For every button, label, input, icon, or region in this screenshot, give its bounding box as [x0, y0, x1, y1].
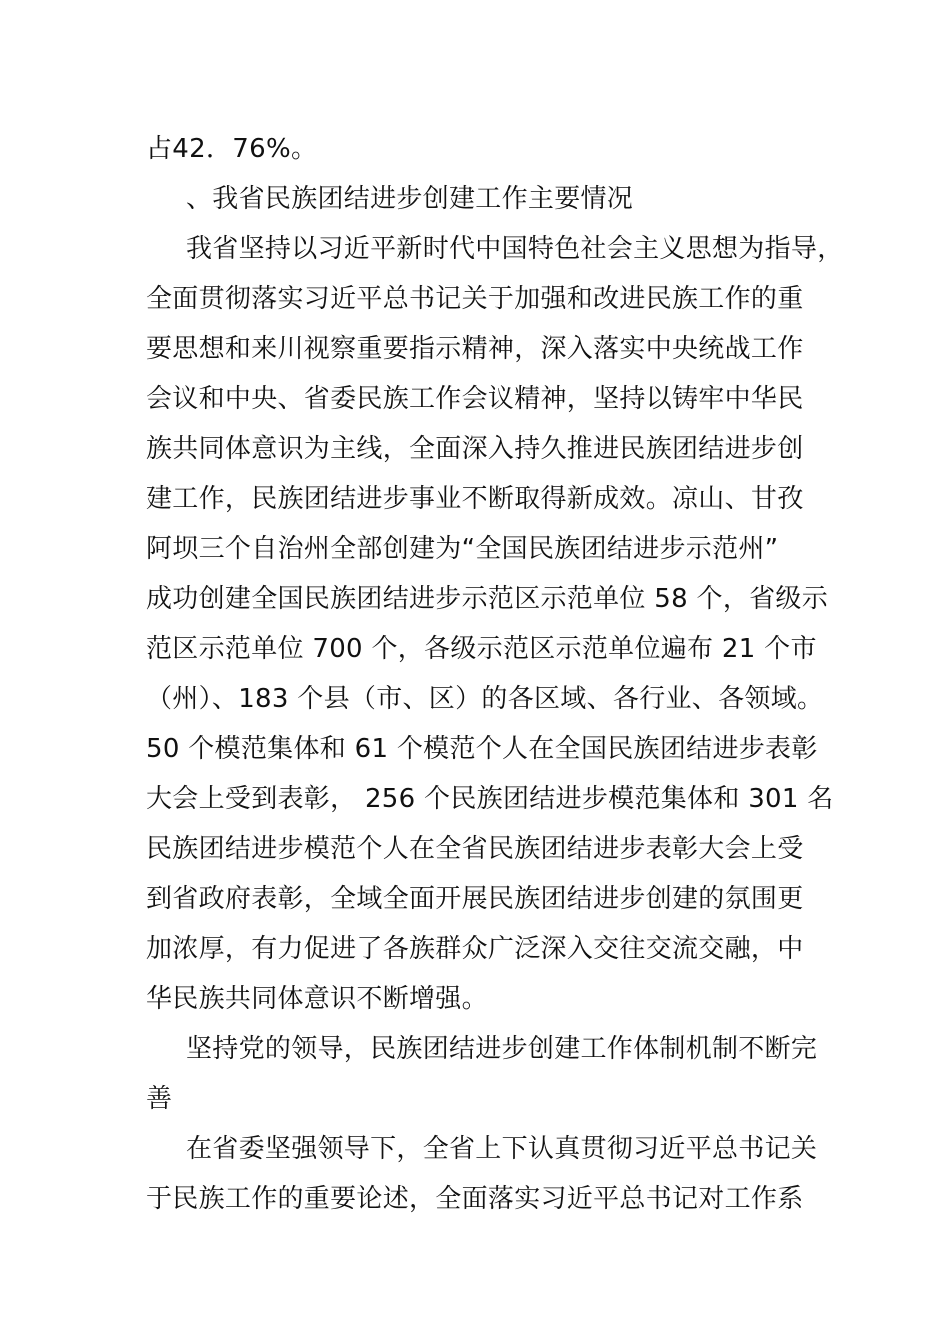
subheading-line-1: 坚持党的领导，民族团结进步创建工作体制机制不断完: [186, 1034, 818, 1064]
text-line-18: 华民族共同体意识不断增强。: [146, 984, 488, 1014]
text-line-11: 范区示范单位 700 个，各级示范区示范单位遍布 21 个市: [146, 634, 817, 664]
text-line-5: 要思想和来川视察重要指示精神，深入落实中央统战工作: [146, 334, 804, 364]
text-line-1: 占42．76%。: [146, 134, 318, 164]
text-line-16: 到省政府表彰，全域全面开展民族团结进步创建的氛围更: [146, 884, 804, 914]
text-line-12: （州）、183 个县（市、区）的各区域、各行业、各领域。: [146, 684, 824, 714]
text-line-13: 50 个模范集体和 61 个模范个人在全国民族团结进步表彰: [146, 734, 818, 764]
text-line-7: 族共同体意识为主线，全面深入持久推进民族团结进步创: [146, 434, 804, 464]
text-line-6: 会议和中央、省委民族工作会议精神，坚持以铸牢中华民: [146, 384, 804, 414]
section-heading: 、我省民族团结进步创建工作主要情况: [186, 184, 634, 214]
text-line-3: 我省坚持以习近平新时代中国特色社会主义思想为指导，: [186, 234, 844, 264]
subheading-line-2: 善: [146, 1084, 173, 1114]
text-line-21: 在省委坚强领导下，全省上下认真贯彻习近平总书记关: [186, 1134, 818, 1164]
text-line-22: 于民族工作的重要论述，全面落实习近平总书记对工作系: [146, 1184, 804, 1214]
text-line-4: 全面贯彻落实习近平总书记关于加强和改进民族工作的重: [146, 284, 804, 314]
text-line-8: 建工作，民族团结进步事业不断取得新成效。凉山、甘孜: [146, 484, 804, 514]
text-line-15: 民族团结进步模范个人在全省民族团结进步表彰大会上受: [146, 834, 804, 864]
text-line-17: 加浓厚，有力促进了各族群众广泛深入交往交流交融，中: [146, 934, 804, 964]
text-line-10: 成功创建全国民族团结进步示范区示范单位 58 个，省级示: [146, 584, 829, 614]
text-line-14: 大会上受到表彰， 256 个民族团结进步模范集体和 301 名: [146, 784, 834, 814]
text-line-9: 阿坝三个自治州全部创建为“全国民族团结进步示范州”: [146, 534, 779, 564]
